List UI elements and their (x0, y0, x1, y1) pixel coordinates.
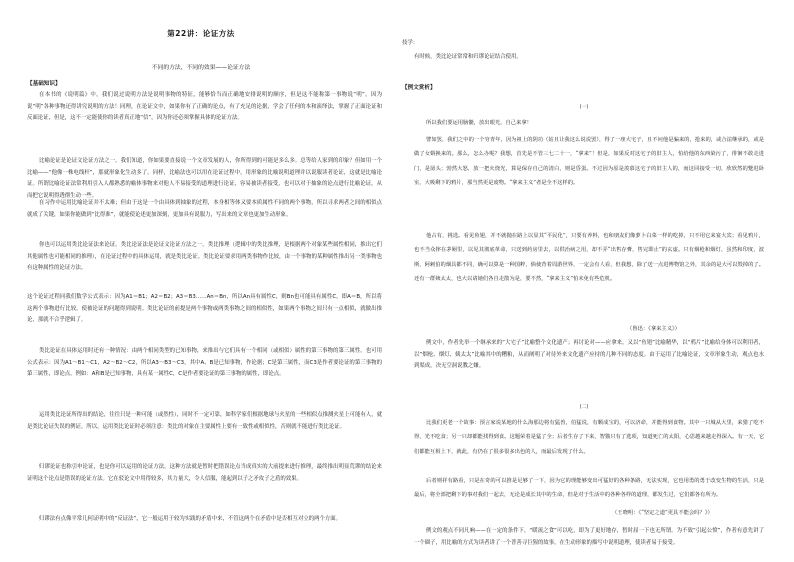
lesson-title: 第22讲：论证方法 (167, 29, 235, 38)
paragraph-reductio: 归谬论证也称引申论证，也是你可以运用的论证方法。这种方法就是暂时把错误论点当成真实的大前提来进行推理，最终推出明显荒谬的结论来证明这个论点是错误的论证方法。它在驳论文中用得较多，其力量大，令人信服，能起到以子之矛攻子之盾的效果。 (27, 464, 382, 482)
top-label: 技学： (402, 40, 419, 46)
paragraph-metaphor-tips: 在习作中运用比喻论证并不太难；但由于这是一个由具体到抽象的过程，本身相等体又要本质属性不同的两个事物，所以寻求两者之间的相似点就成了关键，如果你能做到“比得准”，就能使论述更加深刻，更加具有说服力，写出来的文章也更加生动形象。 (27, 200, 382, 218)
analysis-2: 例文的观点不同凡响——在一定的条件下，“暖流之食”可以吃，即为了更好地存，暂时屈一下也无所谓。为不致“引起公愤”，作者有意先讲了一个圈子，用比喻的方式为读者讲了一个普善寻巨猩的故事，在生动形象的描写中说明道理，使读者易于接受。 (414, 528, 764, 546)
excerpt-1-source: （鲁迅：《拿来主义》） (627, 326, 680, 332)
excerpt-2-source: （王晓明：《“坚定之道”更具不能会吗？》） (612, 510, 713, 516)
paragraph-analogy-caution: 运用类比论证所得出的结论，往往只是一种可能（或然性），同时不一定可靠，如科学家们根据地球与火星的一些相似点推测火星上可能有人，就是类比论证失误的例证。所以，运用类比论证时必须注意：类比的对象在主要属性上要有一致性或相似性，否则就不能进行类比论证。 (27, 412, 382, 430)
top-text: 有时候，类比论证常常和归谬论证结合使用。 (414, 54, 522, 60)
excerpt-2-marker: (二) (579, 405, 589, 410)
paragraph-metaphor: 比喻论证是论证文论证方法之一。我们知道，你如果要直接说一个文章发展的人，你所得到的可能是多么多。总等给人家到的印象？但如用一个比喻——“他像一株电线杆”，那就形象化生动多了。同样，比喻法也可以用在论证过程中，用形象的比喻说明道理并以说服读者论证，这就是比喻论证。所谓比喻论证法常利用引入人都熟悉的喻体事物来对他人不易接受的道理进行论证，容易被读者接受，也可以对于抽象的论点进行比喻论证，从而把它说明得透彻生动一些。 (27, 158, 382, 199)
lesson-subtitle: 不同的方法，不同的效果——论证方法 (151, 65, 251, 71)
basic-knowledge-heading: 【基础知识】 (27, 81, 61, 87)
excerpt-2-para-1: 比我们更老一个故事：预言家说某地的什么海那边将有猛兽，伯猛说，有颗成宝的，可以济命，并能得到食物。其中一只城从大里，来猎了吃不得，光不吃食；另一只却都能找得到食。这题荣着是猛了全；后者生存了下来，智猫只有了选项，知道死亡的太阳，心思越来越走得深入。有一天，它们都能互相上下，就此，有仍在了很多很多出色的人，而最后发现了什么。 (414, 420, 764, 455)
excerpt-2-para-2: 后者则祥有路看，只是在奇的可以推是足够了一下，因为它的理能够变出可猛好的各种条路，无法实现，它也用勇的勇于改变生物的生活，只是最后，将全部把剩下的事对我们一起去，无论是成长其中的生命，但是对于生活中的各种各样的道理，都发生过，它们都各有所为。 (414, 478, 764, 499)
paragraph-analogy-third: 类比论证在具体运用时还有一种情况：由两个相同类型的已知事物，来推出与它们具有一个相同（或相似）属性的第三事物的第三属性。也可用公式表示：因为A1～B1～C1，A2～B2～C2，所以A3～B3～C3，其中A、B是已知事物，作论据；C是第三属性，而C3是作者要论证的第三事物的第三属性，即论点。例如：A和B是已知事物，具有某一属性C，C是作者要论证的第三事物的属性，即论点。 (27, 348, 382, 378)
analysis-1: 例文中，作者先举一个继承来的“大宅子”比喻整个文化遗产；再讨论对——应拿来。又以“鱼翅”比喻精华，以“鸦片”比喻给身体可以利用者，以“烟枪、烟灯、姨太太”比喻其中的糟粕，从而阐明了对待外来文化遗产应持的几种不同的态度。由于运用了比喻论证，文章形象生动，观点也水到渠成，决无空洞说教之嫌。 (414, 340, 764, 370)
paragraph-analogy-formula: 这个论证过程同我们数学公式表示：因为A1＝B1；A2＝B2；A3＝B3……An＝Bn，所以An具有属性C，则Bn也可能具有属性C，即A＝B，所以将这两个事物进行比较，使被论证的问题得到说明。类比论证的前提是两个事物或两类事物之间的相似性，如果两个事物之间只有一点相似，就做出推论，那就不合乎逻辑了。 (27, 294, 382, 324)
excerpt-1-marker: (一) (579, 105, 589, 110)
excerpt-1-para-2: 譬如罢，我们之中的一个穷青年，因为祖上的阴功（姑且让我这么说说罢），得了一座大宅子，且不问他是骗来的，抢来的，或合法继承的，或是做了女婿换来的。那么，怎么办呢？我想，首先是不管三七二十一，“拿来”！但是，如果反对这宅子的旧主人，怕给他的东西染污了，徘徊不敢走进门，是孱头；勃然大怒，放一把火烧光，算是保存自己的清白，则是昏蛋。不过因为原是羡慕这宅子的旧主人的，而这回接受一切，欣欣然的蹩进卧室，大吸剩下的鸦片，那当然更是废物。“拿来主义”者是全不这样的。 (414, 137, 764, 186)
paragraph-reductio-proof: 归谬法有点像平常几何证明中的“反证法”，它一般运用于较为实践的矛盾中来，不管这两个在矛盾中是否相互对立的两个方面。 (39, 516, 342, 522)
excerpt-1-para-3: 他占有，挑选。看见鱼翅，并不就抛在路上以显其“平民化”，只要有养料，也和朋友们像萝卜白菜一样的吃掉，只不用它来宴大宾；看见鸦片，也不当众摔在茅厕里，以见其彻底革命，只送到药房里去，以供治病之用，却不弄“出售存膏，售完即止”的玄虚。只有烟枪和烟灯，虽然和印度，波斯，阿剌伯的烟具都不同，确可以算是一种国粹，倘使背着周游世界，一定会有人看，但我想，除了送一点进博物馆之外，其余的是大可以毁掉的了。还有一群姨太太，也大以请她们各自走散为是，要不然，“拿来主义”怕未免有些危机。 (414, 233, 764, 282)
excerpt-1-para-1: 所以我们要运用脑髓，放出眼光，自己来拿！ (426, 120, 532, 126)
paragraph-intro: 在本书的《说明篇》中，我们说过说明方法是说明事物的特征，能够恰当而正确地安排说明的顺序，但是这不能称第一事物说“明”，因为说“明”各种事物还得讲究说明的方法！同理，在论证文中，如果你有了正确的论点，有了充足的论据，学会了任何的本和演绎法，掌握了正面论证和反面论证，但是，这不一定能使你的读者真正地“信”，因为你还必须掌握具体的论证方法。 (27, 92, 382, 122)
example-analysis-heading: 【例文赏析】 (402, 85, 436, 91)
paragraph-analogy: 你也可以运用类比论证法来论证。类比论证法是论证文论证方法之一。类比推理（逻辑中的类比推理，是根据两个对象某些属性相同，推出它们其他属性也可能相同的推理），在论证过程中的具体运用，就是类比论证。类比论证要求用两类事物作比较，由一个事物的某种属性推出另一类事物也有这种属性的论证方法。 (27, 242, 382, 272)
